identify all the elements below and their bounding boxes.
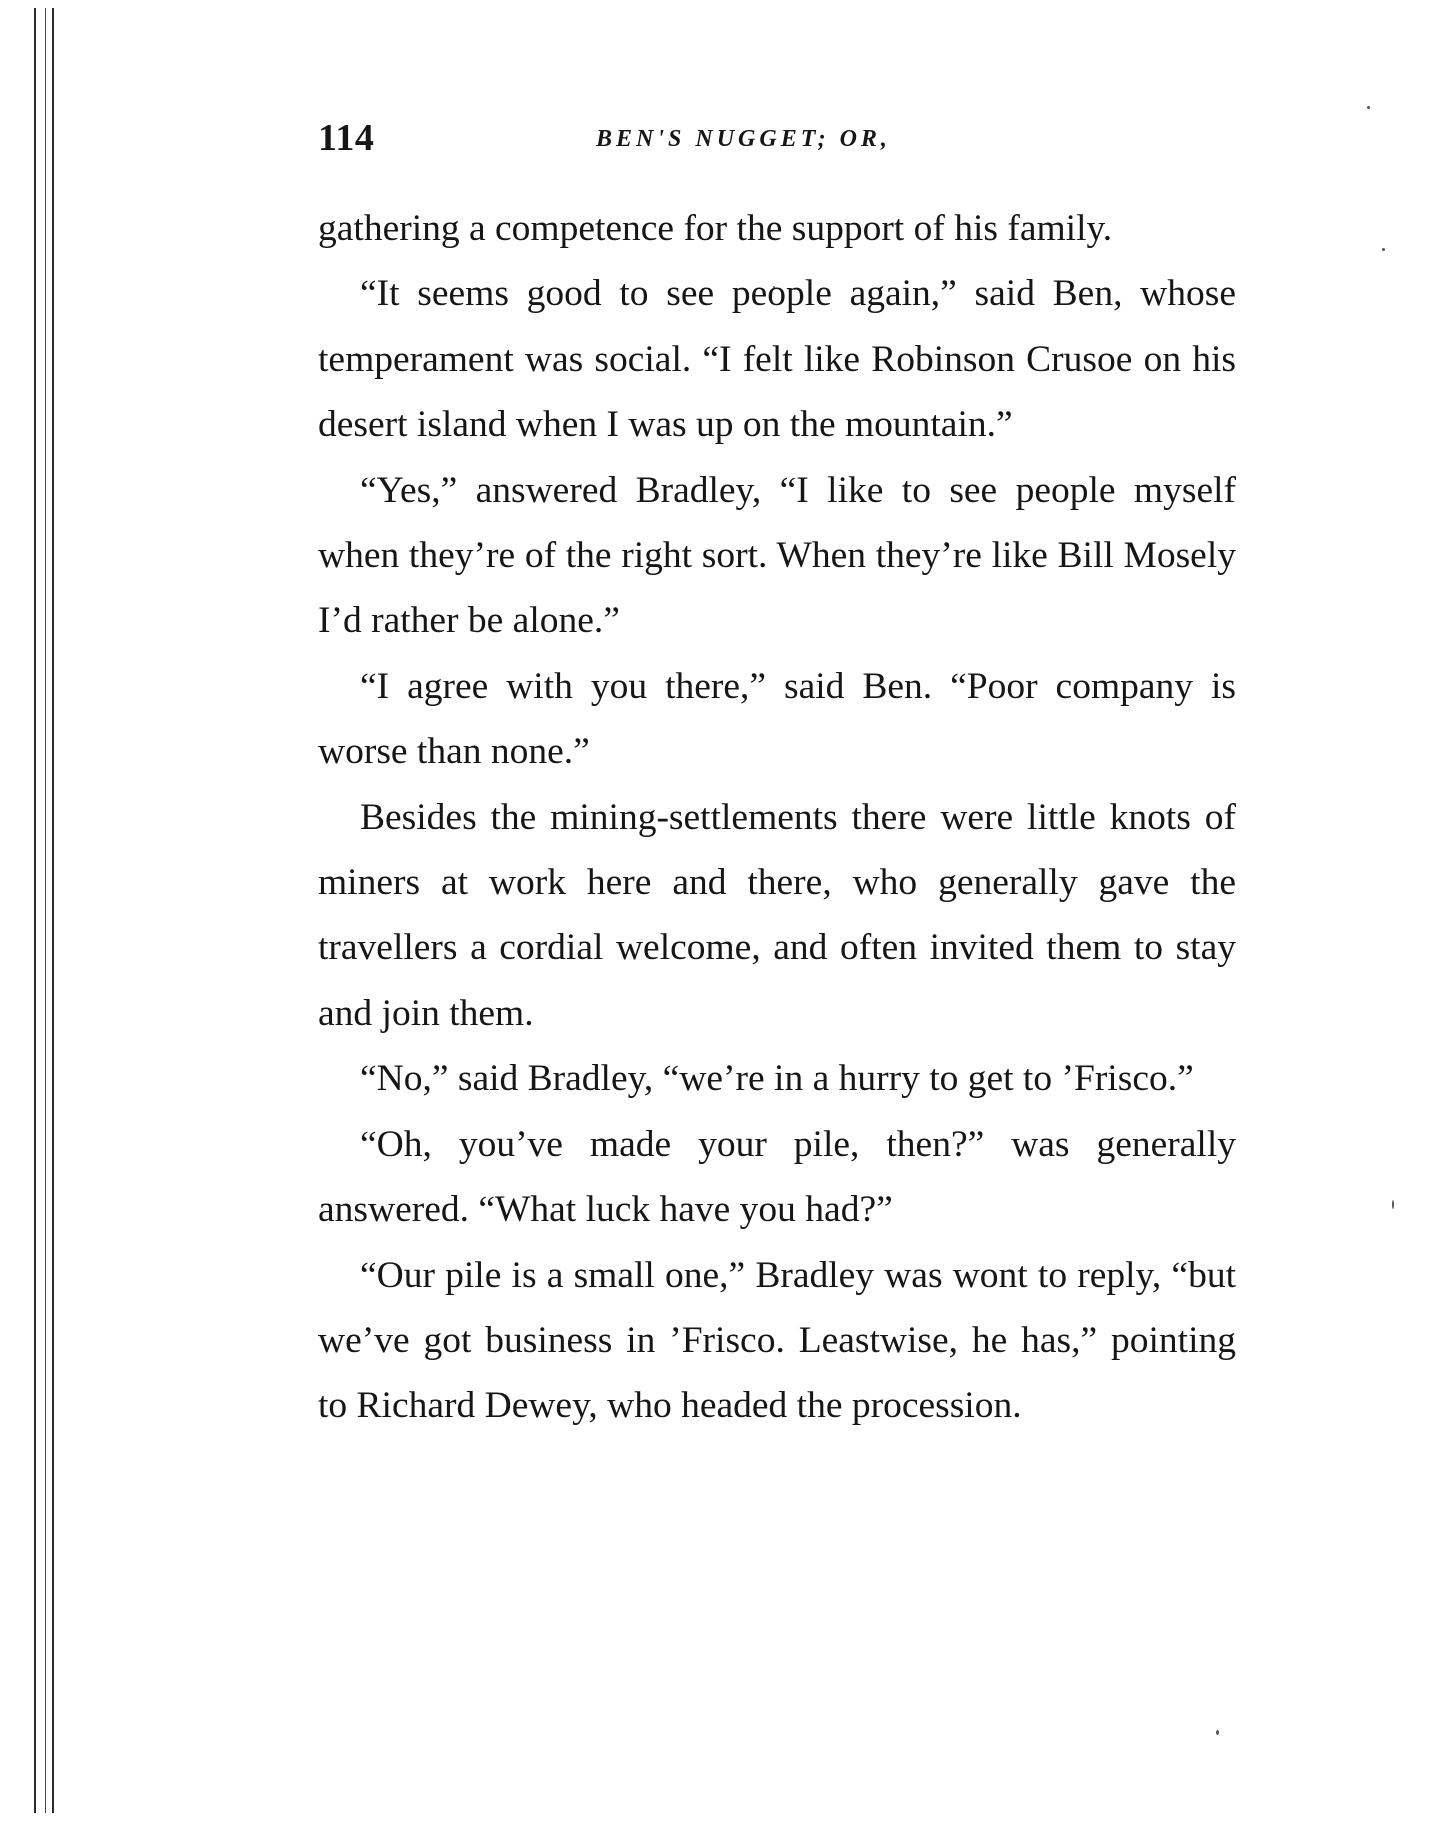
- paragraph: “No,” said Bradley, “we’re in a hurry to get to ’Frisco.”: [360, 1058, 1194, 1100]
- paragraph: “Oh, you’ve made your pile, then?” was generally answered. “What luck have you had?”: [318, 1123, 1236, 1231]
- binding-line: [52, 8, 54, 1813]
- scan-speck: [1382, 248, 1385, 251]
- binding-line: [34, 8, 36, 1813]
- page-number: 114: [318, 117, 375, 159]
- paragraph: Besides the mining-settlements there were little knots of miners at work here and there, who generally gave the travellers a cordial welcome, and often invited them to stay and join them.: [318, 796, 1236, 1034]
- binding-line: [45, 8, 46, 1813]
- body-text: [318, 196, 1236, 1439]
- scan-speck: [1216, 1730, 1219, 1735]
- paragraph: “I agree with you there,” said Ben. “Poor company is worse than none.”: [318, 665, 1236, 773]
- scan-speck: [1367, 106, 1370, 109]
- paragraph: “Our pile is a small one,” Bradley was wont to reply, “but we’ve got business in ’Frisco. Leastwise, he has,” pointing to Richard Dewey, who headed the procession.: [318, 1254, 1236, 1427]
- paragraph: gathering a competence for the support of his family.: [318, 208, 1113, 249]
- paragraph: “It seems good to see people again,” said Ben, whose temperament was social. “I felt like Robinson Crusoe on his desert island when I was up on the mountain.”: [318, 273, 1236, 446]
- scan-speck: [1392, 1200, 1394, 1209]
- running-head: BEN'S NUGGET; OR,: [596, 126, 891, 152]
- page-header: [318, 108, 1236, 168]
- paragraph: “Yes,” answered Bradley, “I like to see people myself when they’re of the right sort. When they’re like Bill Mosely I’d rather be alone.”: [318, 469, 1236, 642]
